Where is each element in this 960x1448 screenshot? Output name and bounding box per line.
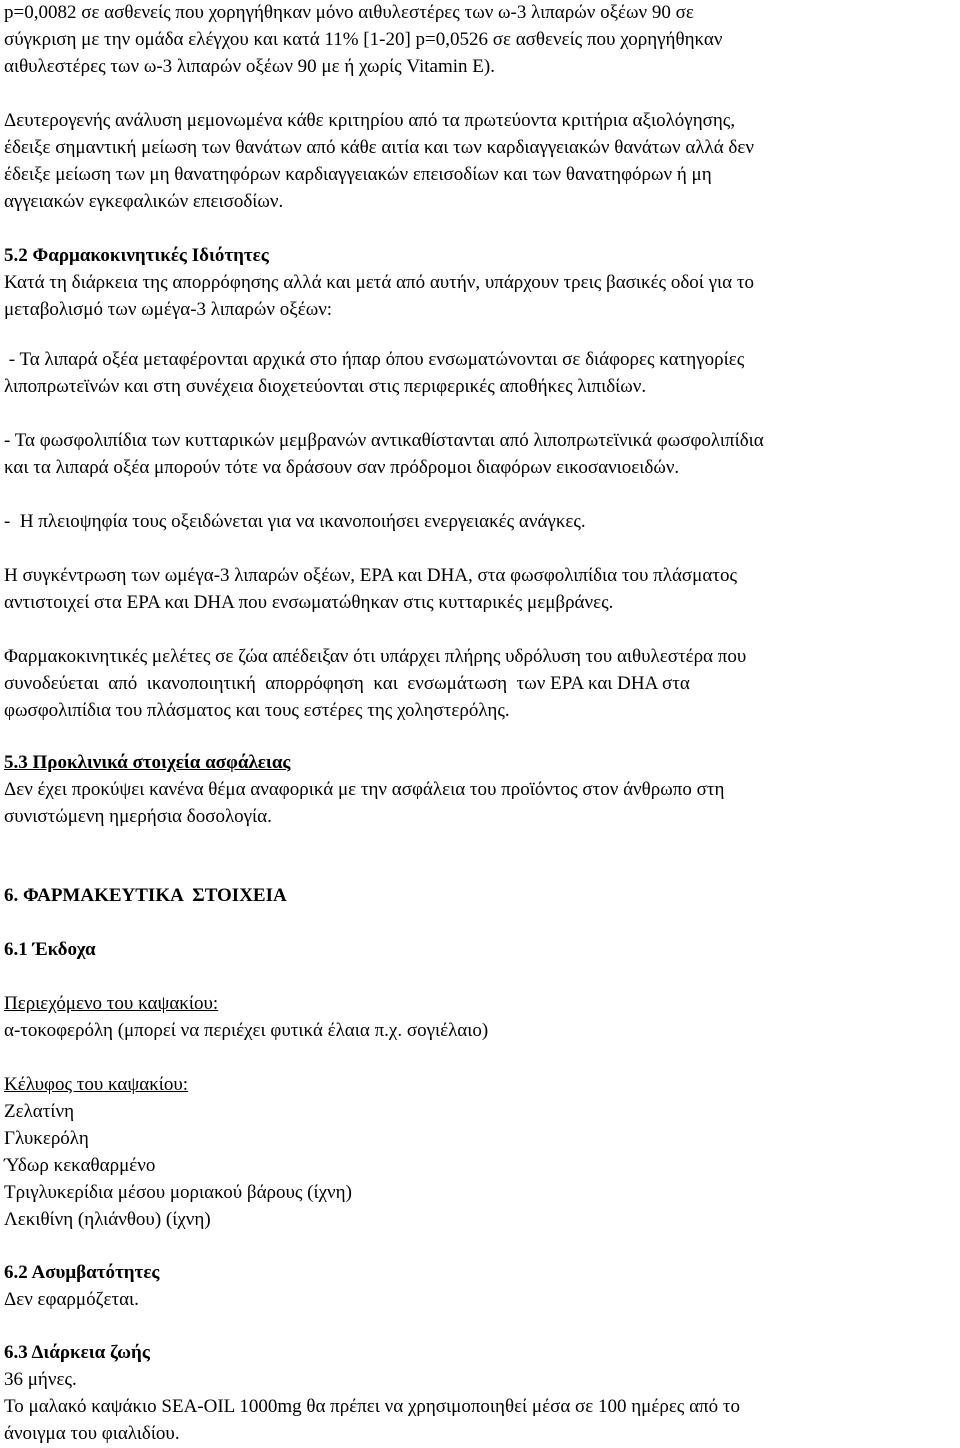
shell-item: Ύδωρ κεκαθαρμένο	[4, 1155, 156, 1176]
capsule-contents-label: Περιεχόμενο του καψακίου:	[4, 993, 219, 1014]
secondary-line-2: έδειξε σημαντική μείωση των θανάτων από κάθε αιτία και των καρδιαγγειακών θανάτων αλλά δεν	[4, 137, 754, 158]
capsule-shell	[4, 1071, 954, 1233]
item-1-line-1: - Τα λιπαρά οξέα μεταφέρονται αρχικά στο ήπαρ όπου ενσωματώνονται σε διάφορες κατηγορίες	[4, 349, 745, 370]
section-5-3	[4, 749, 954, 830]
intro-line-1: p=0,0082 σε ασθενείς που χορηγήθηκαν μόνο αιθυλεστέρες των ω-3 λιπαρών οξέων 90 σε	[4, 2, 694, 23]
animal-line-2: συνοδεύεται από ικανοποιητική απορρόφηση και ενσωμάτωση των EPA και DHA στα	[4, 673, 690, 694]
section-5-2	[4, 242, 954, 323]
animal-line-1: Φαρμακοκινητικές μελέτες σε ζώα απέδειξαν ότι υπάρχει πλήρης υδρόλυση του αιθυλεστέρα που	[4, 646, 747, 667]
section-6-3	[4, 1339, 954, 1447]
shell-item: Γλυκερόλη	[4, 1128, 89, 1149]
section-6-3-line-1: 36 μήνες.	[4, 1369, 77, 1390]
section-5-2-item-3	[4, 508, 954, 535]
shell-item: Τριγλυκερίδια μέσου μοριακού βάρους (ίχνη)	[4, 1182, 352, 1203]
concentration-line-2: αντιστοιχεί στα EPA και DHA που ενσωματώθηκαν στις κυτταρικές μεμβράνες.	[4, 592, 614, 613]
capsule-contents	[4, 990, 954, 1044]
section-5-3-heading: 5.3 Προκλινικά στοιχεία ασφάλειας	[4, 752, 291, 773]
item-3-line: - Η πλειοψηφία τους οξειδώνεται για να ικανοποιήσει ενεργειακές ανάγκες.	[4, 511, 586, 532]
secondary-analysis-paragraph	[4, 107, 954, 215]
section-5-2-animal-studies	[4, 643, 954, 724]
secondary-line-1: Δευτερογενής ανάλυση μεμονωμένα κάθε κριτηρίου από τα πρωτεύοντα κριτήρια αξιολόγησης,	[4, 110, 736, 131]
section-6-3-line-3: άνοιγμα του φιαλιδίου.	[4, 1423, 180, 1444]
section-6-2-text: Δεν εφαρμόζεται.	[4, 1289, 139, 1310]
secondary-line-4: αγγειακών εγκεφαλικών επεισοδίων.	[4, 191, 284, 212]
section-6-3-heading: 6.3 Διάρκεια ζωής	[4, 1342, 150, 1363]
section-5-3-line-1: Δεν έχει προκύψει κανένα θέμα αναφορικά με την ασφάλεια του προϊόντος στον άνθρωπο στη	[4, 779, 725, 800]
section-6-3-line-2: Το μαλακό καψάκιο SEA-OIL 1000mg θα πρέπει να χρησιμοποιηθεί μέσα σε 100 ημέρες από το	[4, 1396, 741, 1417]
capsule-contents-value: α-τοκοφερόλη (μπορεί να περιέχει φυτικά έλαια π.χ. σογιέλαιο)	[4, 1020, 489, 1041]
section-5-2-concentration	[4, 562, 954, 616]
section-6-heading: 6. ΦΑΡΜΑΚΕΥΤΙΚΑ ΣΤΟΙΧΕΙΑ	[4, 885, 287, 906]
intro-line-2: σύγκριση με την ομάδα ελέγχου και κατά 11% [1-20] p=0,0526 σε ασθενείς που χορηγήθηκαν	[4, 29, 723, 50]
section-6-2-heading: 6.2 Ασυμβατότητες	[4, 1262, 160, 1283]
capsule-shell-label: Κέλυφος του καψακίου:	[4, 1074, 189, 1095]
shell-item: Λεκιθίνη (ηλιάνθου) (ίχνη)	[4, 1209, 211, 1230]
section-5-2-intro-line-2: μεταβολισμό των ωμέγα-3 λιπαρών οξέων:	[4, 299, 333, 320]
item-1-line-2: λιποπρωτεϊνών και στη συνέχεια διοχετεύονται στις περιφερικές αποθήκες λιπιδίων.	[4, 376, 647, 397]
intro-paragraph	[4, 0, 954, 80]
section-6-2	[4, 1259, 954, 1313]
section-5-2-heading: 5.2 Φαρμακοκινητικές Ιδιότητες	[4, 245, 269, 266]
intro-line-3: αιθυλεστέρες των ω-3 λιπαρών οξέων 90 με ή χωρίς Vitamin E).	[4, 56, 495, 77]
secondary-line-3: έδειξε μείωση των μη θανατηφόρων καρδιαγγειακών επεισοδίων και των θανατηφόρων ή μη	[4, 164, 712, 185]
animal-line-3: φωσφολιπίδια του πλάσματος και τους εστέρες της χοληστερόλης.	[4, 700, 510, 721]
item-2-line-2: και τα λιπαρά οξέα μπορούν τότε να δράσουν σαν πρόδρομοι διαφόρων εικοσανιοειδών.	[4, 457, 680, 478]
section-5-2-item-2	[4, 427, 954, 481]
section-5-3-line-2: συνιστώμενη ημερήσια δοσολογία.	[4, 806, 272, 827]
shell-item: Ζελατίνη	[4, 1101, 75, 1122]
item-2-line-1: - Τα φωσφολιπίδια των κυτταρικών μεμβρανών αντικαθίστανται από λιποπρωτεϊνικά φωσφολιπίδια	[4, 430, 764, 451]
section-5-2-intro-line-1: Κατά τη διάρκεια της απορρόφησης αλλά και μετά από αυτήν, υπάρχουν τρεις βασικές οδοί για το	[4, 272, 754, 293]
concentration-line-1: Η συγκέντρωση των ωμέγα-3 λιπαρών οξέων, EPA και DHA, στα φωσφολιπίδια του πλάσματος	[4, 565, 737, 586]
section-6-1	[4, 936, 954, 963]
section-6-1-heading: 6.1 Έκδοχα	[4, 939, 96, 960]
section-5-2-item-1	[4, 346, 954, 400]
section-6	[4, 882, 954, 909]
